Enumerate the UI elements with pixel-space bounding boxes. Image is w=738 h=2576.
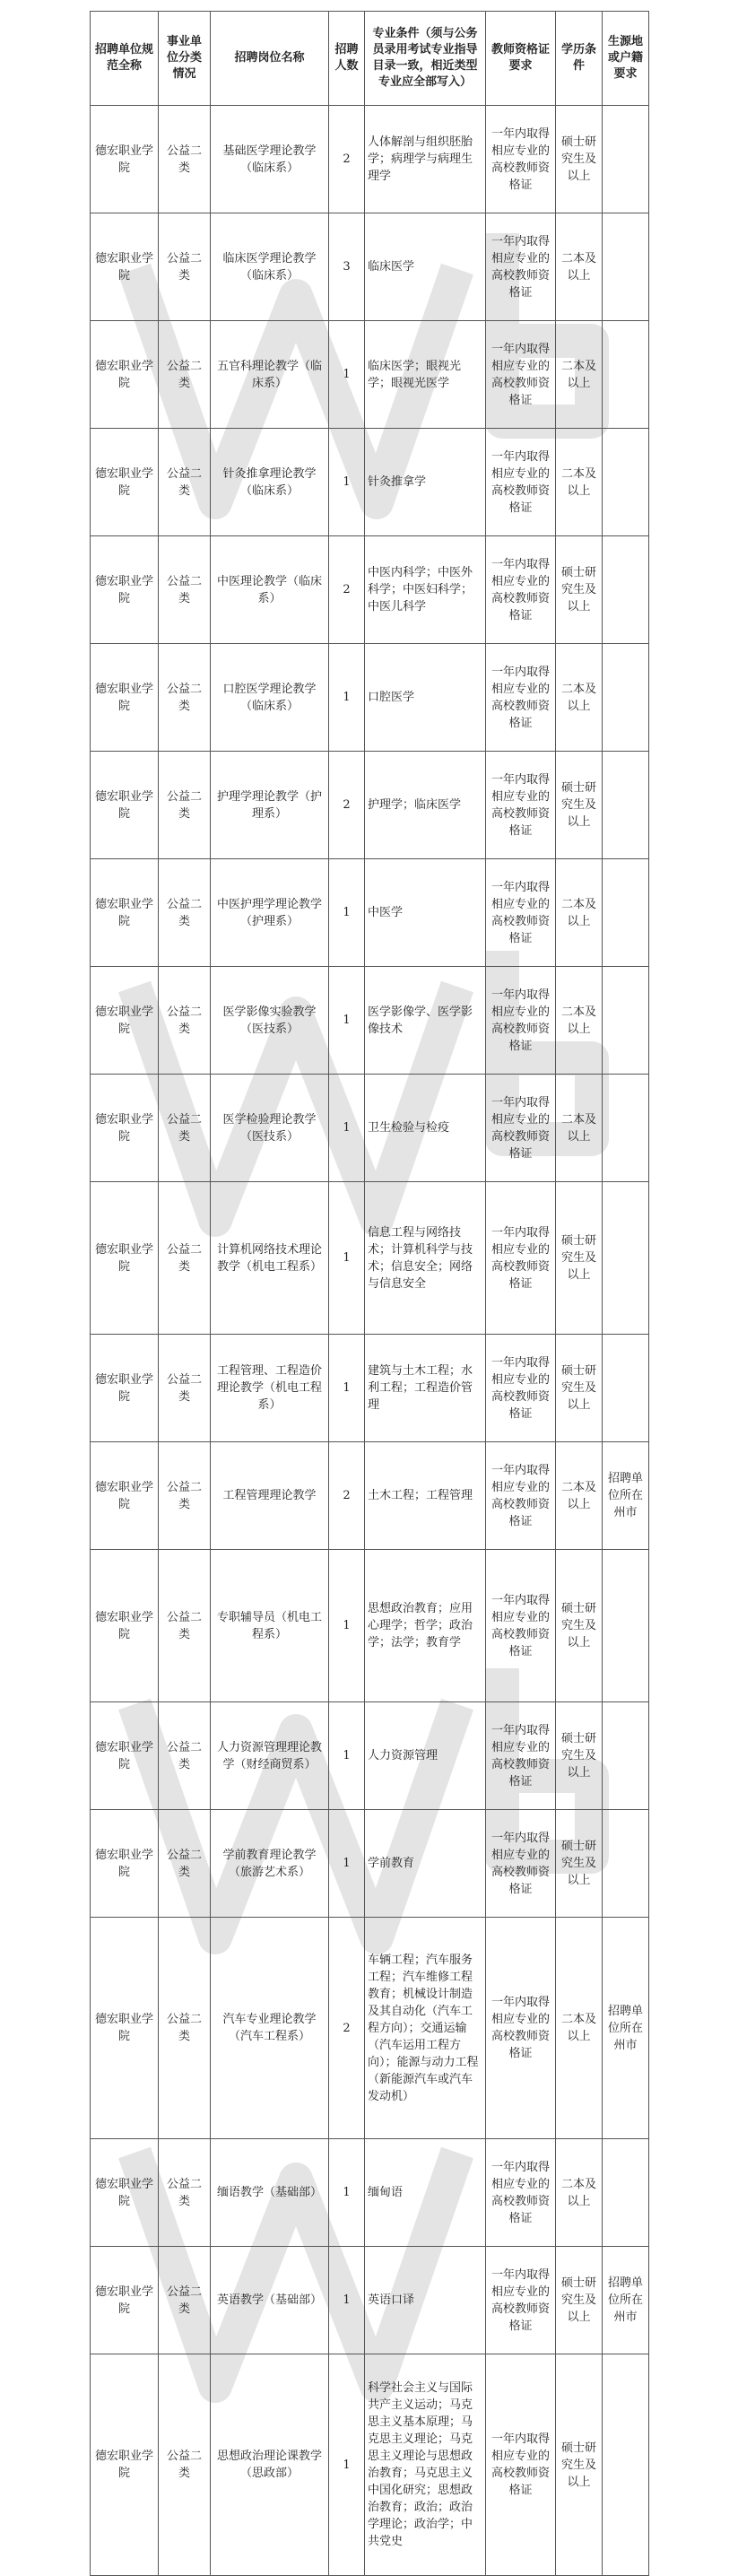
cell-major: 英语口译: [365, 2247, 486, 2354]
cell-unit: 德宏职业学院: [91, 321, 159, 429]
cell-count: 1: [329, 2139, 365, 2247]
cell-cert: 一年内取得相应专业的高校教师资格证: [486, 429, 556, 536]
cell-post: 人力资源管理理论教学（财经商贸系）: [211, 1702, 329, 1810]
cell-unit: 德宏职业学院: [91, 2247, 159, 2354]
cell-education: 硕士研究生及以上: [556, 1702, 603, 1810]
table-row: [91, 1335, 649, 1442]
cell-post: 中医护理学理论教学（护理系）: [211, 859, 329, 967]
cell-category: 公益二类: [159, 859, 211, 967]
cell-origin: [603, 967, 649, 1075]
cell-major: 思想政治教育；应用心理学；哲学；政治学；法学；教育学: [365, 1550, 486, 1702]
cell-unit: 德宏职业学院: [91, 213, 159, 321]
cell-cert: 一年内取得相应专业的高校教师资格证: [486, 1442, 556, 1550]
cell-unit: 德宏职业学院: [91, 1335, 159, 1442]
cell-education: 二本及以上: [556, 321, 603, 429]
cell-post: 针灸推拿理论教学（临床系）: [211, 429, 329, 536]
cell-category: 公益二类: [159, 213, 211, 321]
cell-post: 中医理论教学（临床系）: [211, 536, 329, 644]
cell-count: 2: [329, 1442, 365, 1550]
header-cert: 教师资格证要求: [486, 12, 556, 106]
cell-education: 硕士研究生及以上: [556, 1810, 603, 1918]
cell-category: 公益二类: [159, 2139, 211, 2247]
cell-education: 二本及以上: [556, 967, 603, 1075]
cell-unit: 德宏职业学院: [91, 1075, 159, 1182]
cell-major: 临床医学；眼视光学；眼视光医学: [365, 321, 486, 429]
cell-education: 硕士研究生及以上: [556, 106, 603, 213]
cell-major: 车辆工程；汽车服务工程；汽车维修工程教育；机械设计制造及其自动化（汽车工程方向）；交通运输（汽车运用工程方向）；能源与动力工程（新能源汽车或汽车发动机）: [365, 1918, 486, 2139]
cell-cert: 一年内取得相应专业的高校教师资格证: [486, 1810, 556, 1918]
cell-category: 公益二类: [159, 1075, 211, 1182]
cell-count: 2: [329, 752, 365, 859]
cell-count: 2: [329, 106, 365, 213]
cell-origin: [603, 1550, 649, 1702]
table-row: [91, 106, 649, 213]
cell-count: 1: [329, 2247, 365, 2354]
cell-post: 汽车专业理论教学（汽车工程系）: [211, 1918, 329, 2139]
cell-major: 信息工程与网络技术；计算机科学与技术；信息安全；网络与信息安全: [365, 1182, 486, 1335]
table-row: [91, 2247, 649, 2354]
cell-post: 英语教学（基础部）: [211, 2247, 329, 2354]
cell-category: 公益二类: [159, 106, 211, 213]
cell-education: 二本及以上: [556, 1918, 603, 2139]
cell-cert: 一年内取得相应专业的高校教师资格证: [486, 536, 556, 644]
cell-unit: 德宏职业学院: [91, 1182, 159, 1335]
cell-cert: 一年内取得相应专业的高校教师资格证: [486, 1550, 556, 1702]
cell-major: 土木工程；工程管理: [365, 1442, 486, 1550]
cell-education: 二本及以上: [556, 213, 603, 321]
cell-unit: 德宏职业学院: [91, 752, 159, 859]
cell-education: 二本及以上: [556, 1442, 603, 1550]
cell-major: 中医内科学；中医外科学；中医妇科学；中医儿科学: [365, 536, 486, 644]
cell-unit: 德宏职业学院: [91, 1810, 159, 1918]
cell-count: 1: [329, 321, 365, 429]
cell-count: 1: [329, 1182, 365, 1335]
cell-cert: 一年内取得相应专业的高校教师资格证: [486, 2139, 556, 2247]
cell-category: 公益二类: [159, 752, 211, 859]
cell-count: 1: [329, 1075, 365, 1182]
recruitment-table: [90, 11, 649, 2576]
header-count: 招聘人数: [329, 12, 365, 106]
cell-cert: 一年内取得相应专业的高校教师资格证: [486, 2354, 556, 2576]
cell-education: 二本及以上: [556, 859, 603, 967]
cell-post: 工程管理、工程造价理论教学（机电工程系）: [211, 1335, 329, 1442]
cell-education: 硕士研究生及以上: [556, 1182, 603, 1335]
cell-unit: 德宏职业学院: [91, 106, 159, 213]
cell-count: 2: [329, 536, 365, 644]
table-row: [91, 2139, 649, 2247]
cell-origin: [603, 752, 649, 859]
cell-unit: 德宏职业学院: [91, 2354, 159, 2576]
cell-education: 二本及以上: [556, 429, 603, 536]
cell-unit: 德宏职业学院: [91, 1550, 159, 1702]
cell-category: 公益二类: [159, 429, 211, 536]
table-row: [91, 321, 649, 429]
cell-education: 硕士研究生及以上: [556, 1335, 603, 1442]
cell-origin: [603, 2354, 649, 2576]
cell-cert: 一年内取得相应专业的高校教师资格证: [486, 1075, 556, 1182]
cell-major: 卫生检验与检疫: [365, 1075, 486, 1182]
cell-unit: 德宏职业学院: [91, 967, 159, 1075]
cell-major: 针灸推拿学: [365, 429, 486, 536]
cell-major: 口腔医学: [365, 644, 486, 752]
cell-origin: [603, 1335, 649, 1442]
cell-education: 硕士研究生及以上: [556, 2247, 603, 2354]
cell-category: 公益二类: [159, 2354, 211, 2576]
cell-count: 1: [329, 859, 365, 967]
cell-category: 公益二类: [159, 1335, 211, 1442]
cell-origin: [603, 1702, 649, 1810]
header-major: 专业条件（须与公务员录用考试专业指导目录一致，相近类型专业应全部写入）: [365, 12, 486, 106]
cell-post: 工程管理理论教学: [211, 1442, 329, 1550]
header-post: 招聘岗位名称: [211, 12, 329, 106]
cell-count: 1: [329, 1702, 365, 1810]
cell-origin: [603, 1182, 649, 1335]
cell-post: 缅语教学（基础部）: [211, 2139, 329, 2247]
table-row: [91, 536, 649, 644]
cell-category: 公益二类: [159, 1182, 211, 1335]
cell-count: 1: [329, 429, 365, 536]
cell-cert: 一年内取得相应专业的高校教师资格证: [486, 1335, 556, 1442]
table-row: [91, 967, 649, 1075]
cell-major: 人力资源管理: [365, 1702, 486, 1810]
cell-origin: 招聘单位所在州市: [603, 1918, 649, 2139]
cell-origin: [603, 644, 649, 752]
cell-unit: 德宏职业学院: [91, 1702, 159, 1810]
cell-unit: 德宏职业学院: [91, 1918, 159, 2139]
table-row: [91, 752, 649, 859]
cell-post: 医学影像实验教学（医技系）: [211, 967, 329, 1075]
cell-education: 二本及以上: [556, 1075, 603, 1182]
table-row: [91, 2354, 649, 2576]
cell-post: 五官科理论教学（临床系）: [211, 321, 329, 429]
table-row: [91, 1075, 649, 1182]
header-row: [91, 12, 649, 106]
cell-category: 公益二类: [159, 1550, 211, 1702]
cell-education: 硕士研究生及以上: [556, 1550, 603, 1702]
cell-cert: 一年内取得相应专业的高校教师资格证: [486, 859, 556, 967]
cell-major: 护理学；临床医学: [365, 752, 486, 859]
cell-origin: [603, 213, 649, 321]
cell-category: 公益二类: [159, 1442, 211, 1550]
table-row: [91, 213, 649, 321]
cell-category: 公益二类: [159, 2247, 211, 2354]
cell-category: 公益二类: [159, 1702, 211, 1810]
cell-cert: 一年内取得相应专业的高校教师资格证: [486, 967, 556, 1075]
table-row: [91, 1442, 649, 1550]
cell-post: 医学检验理论教学（医技系）: [211, 1075, 329, 1182]
header-unit: 招聘单位规范全称: [91, 12, 159, 106]
cell-cert: 一年内取得相应专业的高校教师资格证: [486, 1182, 556, 1335]
cell-unit: 德宏职业学院: [91, 859, 159, 967]
cell-cert: 一年内取得相应专业的高校教师资格证: [486, 752, 556, 859]
cell-cert: 一年内取得相应专业的高校教师资格证: [486, 1702, 556, 1810]
cell-category: 公益二类: [159, 536, 211, 644]
cell-origin: [603, 1075, 649, 1182]
cell-category: 公益二类: [159, 321, 211, 429]
cell-origin: [603, 859, 649, 967]
cell-origin: 招聘单位所在州市: [603, 2247, 649, 2354]
table-row: [91, 859, 649, 967]
cell-education: 二本及以上: [556, 644, 603, 752]
cell-post: 基础医学理论教学（临床系）: [211, 106, 329, 213]
cell-origin: [603, 2139, 649, 2247]
table-row: [91, 1918, 649, 2139]
cell-major: 人体解剖与组织胚胎学；病理学与病理生理学: [365, 106, 486, 213]
cell-education: 二本及以上: [556, 2139, 603, 2247]
cell-education: 硕士研究生及以上: [556, 2354, 603, 2576]
cell-unit: 德宏职业学院: [91, 536, 159, 644]
recruitment-table-page: [90, 11, 648, 2576]
cell-major: 学前教育: [365, 1810, 486, 1918]
cell-cert: 一年内取得相应专业的高校教师资格证: [486, 106, 556, 213]
cell-unit: 德宏职业学院: [91, 644, 159, 752]
cell-cert: 一年内取得相应专业的高校教师资格证: [486, 213, 556, 321]
cell-cert: 一年内取得相应专业的高校教师资格证: [486, 644, 556, 752]
cell-major: 建筑与土木工程；水利工程；工程造价管理: [365, 1335, 486, 1442]
table-row: [91, 1550, 649, 1702]
cell-education: 硕士研究生及以上: [556, 536, 603, 644]
cell-post: 思想政治理论课教学（思政部）: [211, 2354, 329, 2576]
cell-count: 1: [329, 644, 365, 752]
table-row: [91, 1810, 649, 1918]
table-row: [91, 1702, 649, 1810]
cell-count: 1: [329, 1550, 365, 1702]
cell-origin: [603, 536, 649, 644]
cell-count: 3: [329, 213, 365, 321]
cell-origin: 招聘单位所在州市: [603, 1442, 649, 1550]
header-category: 事业单位分类情况: [159, 12, 211, 106]
cell-origin: [603, 321, 649, 429]
cell-major: 中医学: [365, 859, 486, 967]
cell-post: 学前教育理论教学（旅游艺术系）: [211, 1810, 329, 1918]
cell-unit: 德宏职业学院: [91, 2139, 159, 2247]
cell-post: 护理学理论教学（护理系）: [211, 752, 329, 859]
cell-cert: 一年内取得相应专业的高校教师资格证: [486, 1918, 556, 2139]
cell-post: 临床医学理论教学（临床系）: [211, 213, 329, 321]
cell-count: 1: [329, 967, 365, 1075]
cell-count: 2: [329, 1918, 365, 2139]
cell-count: 1: [329, 1335, 365, 1442]
cell-count: 1: [329, 2354, 365, 2576]
cell-major: 科学社会主义与国际共产主义运动；马克思主义基本原理；马克思主义理论；马克思主义理论与思想政治教育；马克思主义中国化研究；思想政治教育；政治；政治学理论；政治学；中共党史: [365, 2354, 486, 2576]
table-row: [91, 429, 649, 536]
cell-count: 1: [329, 1810, 365, 1918]
cell-major: 缅甸语: [365, 2139, 486, 2247]
header-origin: 生源地或户籍要求: [603, 12, 649, 106]
cell-post: 计算机网络技术理论教学（机电工程系）: [211, 1182, 329, 1335]
cell-major: 医学影像学、医学影像技术: [365, 967, 486, 1075]
table-row: [91, 644, 649, 752]
cell-category: 公益二类: [159, 1810, 211, 1918]
cell-post: 专职辅导员（机电工程系）: [211, 1550, 329, 1702]
cell-category: 公益二类: [159, 967, 211, 1075]
cell-origin: [603, 1810, 649, 1918]
cell-major: 临床医学: [365, 213, 486, 321]
cell-category: 公益二类: [159, 644, 211, 752]
cell-origin: [603, 106, 649, 213]
cell-post: 口腔医学理论教学（临床系）: [211, 644, 329, 752]
cell-cert: 一年内取得相应专业的高校教师资格证: [486, 2247, 556, 2354]
cell-unit: 德宏职业学院: [91, 429, 159, 536]
header-education: 学历条件: [556, 12, 603, 106]
cell-unit: 德宏职业学院: [91, 1442, 159, 1550]
cell-category: 公益二类: [159, 1918, 211, 2139]
cell-origin: [603, 429, 649, 536]
cell-education: 硕士研究生及以上: [556, 752, 603, 859]
cell-cert: 一年内取得相应专业的高校教师资格证: [486, 321, 556, 429]
table-row: [91, 1182, 649, 1335]
